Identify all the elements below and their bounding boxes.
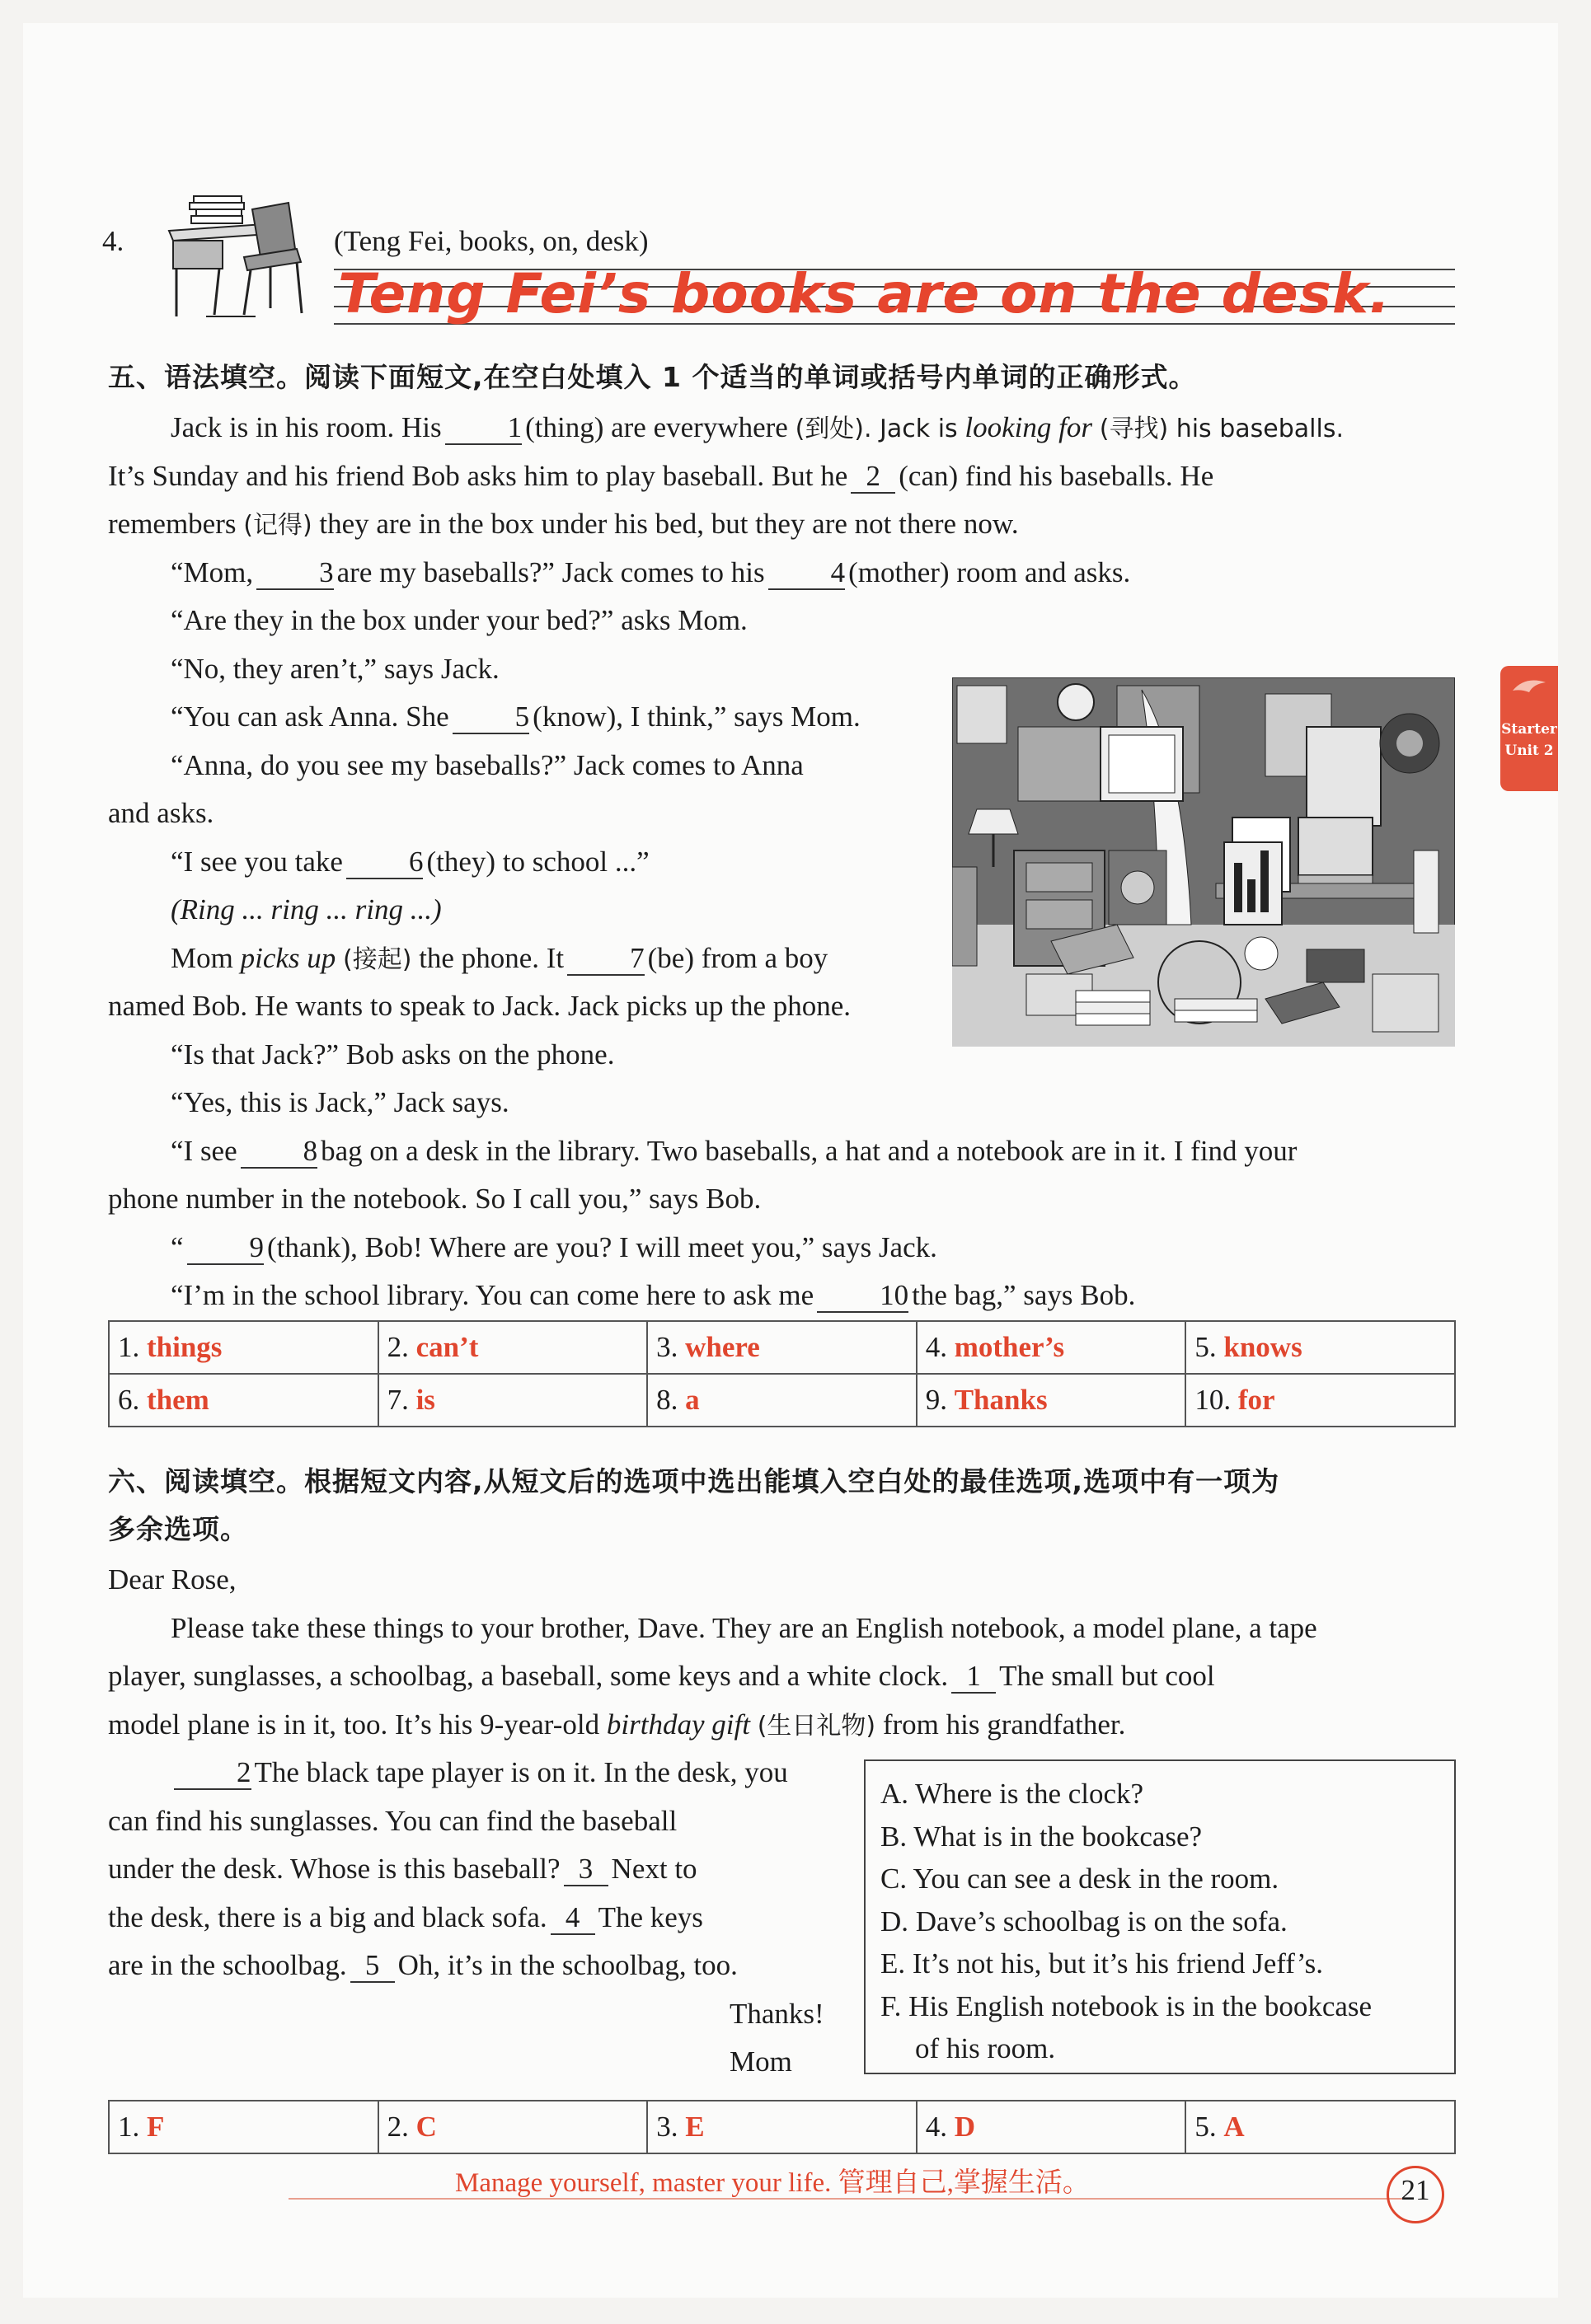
- section6-title: 六、阅读填空。根据短文内容,从短文后的选项中选出能填入空白处的最佳选项,选项中有一项为: [108, 1465, 1280, 1497]
- q4-prompt: (Teng Fei, books, on, desk): [334, 225, 649, 257]
- answer-cell: 1. F: [109, 2101, 378, 2153]
- letter-line: Please take these things to your brother, Dave. They are an English notebook, a model plane, a tape: [171, 1611, 1317, 1644]
- section5-answer-table: [108, 1320, 1456, 1427]
- section5-line: “Are they in the box under your bed?” asks Mom.: [171, 604, 748, 636]
- s6-blank-1[interactable]: 1: [951, 1661, 996, 1694]
- answer-cell: 3. E: [647, 2101, 917, 2153]
- letter-line: player, sunglasses, a schoolbag, a baseball, some keys and a white clock. 1 The small but cool: [108, 1660, 1215, 1692]
- answer-cell: 3. where: [647, 1321, 917, 1374]
- letter-line: can find his sunglasses. You can find the baseball: [108, 1804, 678, 1837]
- section5-line: phone number in the notebook. So I call you,” says Bob.: [108, 1183, 762, 1215]
- answer-cell: 4. D: [917, 2101, 1186, 2153]
- letter-signature: Mom: [730, 2045, 792, 2078]
- options-box: [864, 1759, 1456, 2074]
- blank-4[interactable]: 4: [768, 557, 846, 590]
- blank-7[interactable]: 7: [567, 943, 645, 976]
- q4-handwritten-answer: Teng Fei’s books are on the desk.: [338, 262, 1391, 326]
- section5-line: and asks.: [108, 797, 214, 829]
- s6-blank-2[interactable]: 2: [174, 1757, 251, 1790]
- answer-cell: 8. a: [647, 1374, 917, 1427]
- section5-title: 五、语法填空。阅读下面短文,在空白处填入 1 个适当的单词或括号内单词的正确形式。: [108, 361, 1197, 393]
- option-a: A. Where is the clock?: [880, 1778, 1144, 1810]
- answer-cell: 7. is: [378, 1374, 648, 1427]
- page-number: 21: [1401, 2174, 1430, 2206]
- s6-blank-5[interactable]: 5: [350, 1950, 395, 1983]
- letter-line: model plane is in it, too. It’s his 9-year-old birthday gift (生日礼物) from his grandfather.: [108, 1708, 1126, 1741]
- letter-line: 2 The black tape player is on it. In the desk, you: [108, 1749, 838, 1797]
- answer-cell: 6. them: [109, 1374, 378, 1427]
- option-e: E. It’s not his, but it’s his friend Jeff’s.: [880, 1947, 1323, 1980]
- messy-room-illustration: [952, 677, 1455, 1047]
- section5-line: “No, they aren’t,” says Jack.: [171, 652, 500, 685]
- option-b: B. What is in the bookcase?: [880, 1820, 1203, 1853]
- answer-cell: 5. A: [1185, 2101, 1455, 2153]
- answer-cell: 4. mother’s: [917, 1321, 1186, 1374]
- blank-6[interactable]: 6: [346, 846, 424, 879]
- option-f: F. His English notebook is in the bookcase: [880, 1989, 1373, 2022]
- bird-ornament-icon: [1509, 674, 1550, 699]
- section5-line: named Bob. He wants to speak to Jack. Jack picks up the phone.: [108, 990, 852, 1022]
- answer-cell: 10. for: [1185, 1374, 1455, 1427]
- section5-line: “I’m in the school library. You can come here to ask me 10 the bag,” says Bob.: [171, 1279, 1136, 1311]
- section5-line: “Anna, do you see my baseballs?” Jack comes to Anna: [171, 748, 804, 781]
- footer-motto: Manage yourself, master your life. 管理自己,掌握生活。: [455, 2168, 1090, 2198]
- answer-cell: 2. C: [378, 2101, 648, 2153]
- answer-cell: 2. can’t: [378, 1321, 648, 1374]
- option-c: C. You can see a desk in the room.: [880, 1862, 1279, 1895]
- section5-paragraph: Jack is in his room. His 1 (thing) are everywhere (到处). Jack is looking for (寻找) his baseballs.: [171, 411, 1344, 443]
- blank-3[interactable]: 3: [256, 557, 334, 590]
- section5-line: “ 9 (thank), Bob! Where are you? I will meet you,” says Jack.: [171, 1230, 937, 1263]
- answer-cell: 9. Thanks: [917, 1374, 1186, 1427]
- blank-8[interactable]: 8: [241, 1136, 318, 1169]
- answer-cell: 5. knows: [1185, 1321, 1455, 1374]
- section5-line: It’s Sunday and his friend Bob asks him to play baseball. But he 2 (can) find his baseballs. He: [108, 459, 1214, 492]
- tab-line-1: Starter: [1501, 721, 1557, 738]
- option-f-cont: of his room.: [915, 2032, 1056, 2064]
- section5-line: “Mom, 3 are my baseballs?” Jack comes to his 4 (mother) room and asks.: [171, 555, 1131, 588]
- blank-5[interactable]: 5: [453, 701, 530, 734]
- letter-line: are in the schoolbag. 5 Oh, it’s in the schoolbag, too.: [108, 1949, 738, 1981]
- salutation: Dear Rose,: [108, 1563, 237, 1595]
- answer-cell: 1. things: [109, 1321, 378, 1374]
- section6-answer-table: [108, 2100, 1456, 2154]
- s6-blank-3[interactable]: 3: [564, 1853, 608, 1886]
- option-d: D. Dave’s schoolbag is on the sofa.: [880, 1905, 1288, 1937]
- section5-line: Mom picks up (接起) the phone. It 7 (be) from a boy: [171, 941, 828, 974]
- q4-number: 4.: [102, 225, 124, 257]
- letter-line: the desk, there is a big and black sofa. 4 The keys: [108, 1900, 703, 1933]
- section5-line: remembers (记得) they are in the box under his bed, but they are not there now.: [108, 508, 1019, 540]
- blank-10[interactable]: 10: [817, 1280, 908, 1313]
- blank-2[interactable]: 2: [851, 461, 895, 494]
- letter-closing: Thanks!: [730, 1997, 824, 2030]
- section5-line: “Is that Jack?” Bob asks on the phone.: [171, 1038, 615, 1071]
- tab-line-2: Unit 2: [1504, 743, 1554, 759]
- blank-1[interactable]: 1: [445, 412, 523, 445]
- section5-line: “I see 8 bag on a desk in the library. Two baseballs, a hat and a notebook are in it. I find your: [171, 1134, 1298, 1167]
- letter-line: under the desk. Whose is this baseball? 3 Next to: [108, 1853, 697, 1885]
- desk-chair-illustration: [165, 191, 305, 323]
- section5-line: “You can ask Anna. She 5 (know), I think,” says Mom.: [171, 700, 861, 733]
- section5-line: (Ring ... ring ... ring ...): [171, 893, 442, 925]
- s6-blank-4[interactable]: 4: [551, 1902, 595, 1935]
- section5-line: “I see you take 6 (they) to school ...”: [171, 845, 650, 878]
- unit-side-tab: [1500, 666, 1558, 791]
- section6-title-cont: 多余选项。: [108, 1513, 248, 1545]
- section5-line: “Yes, this is Jack,” Jack says.: [171, 1086, 509, 1118]
- blank-9[interactable]: 9: [187, 1232, 265, 1265]
